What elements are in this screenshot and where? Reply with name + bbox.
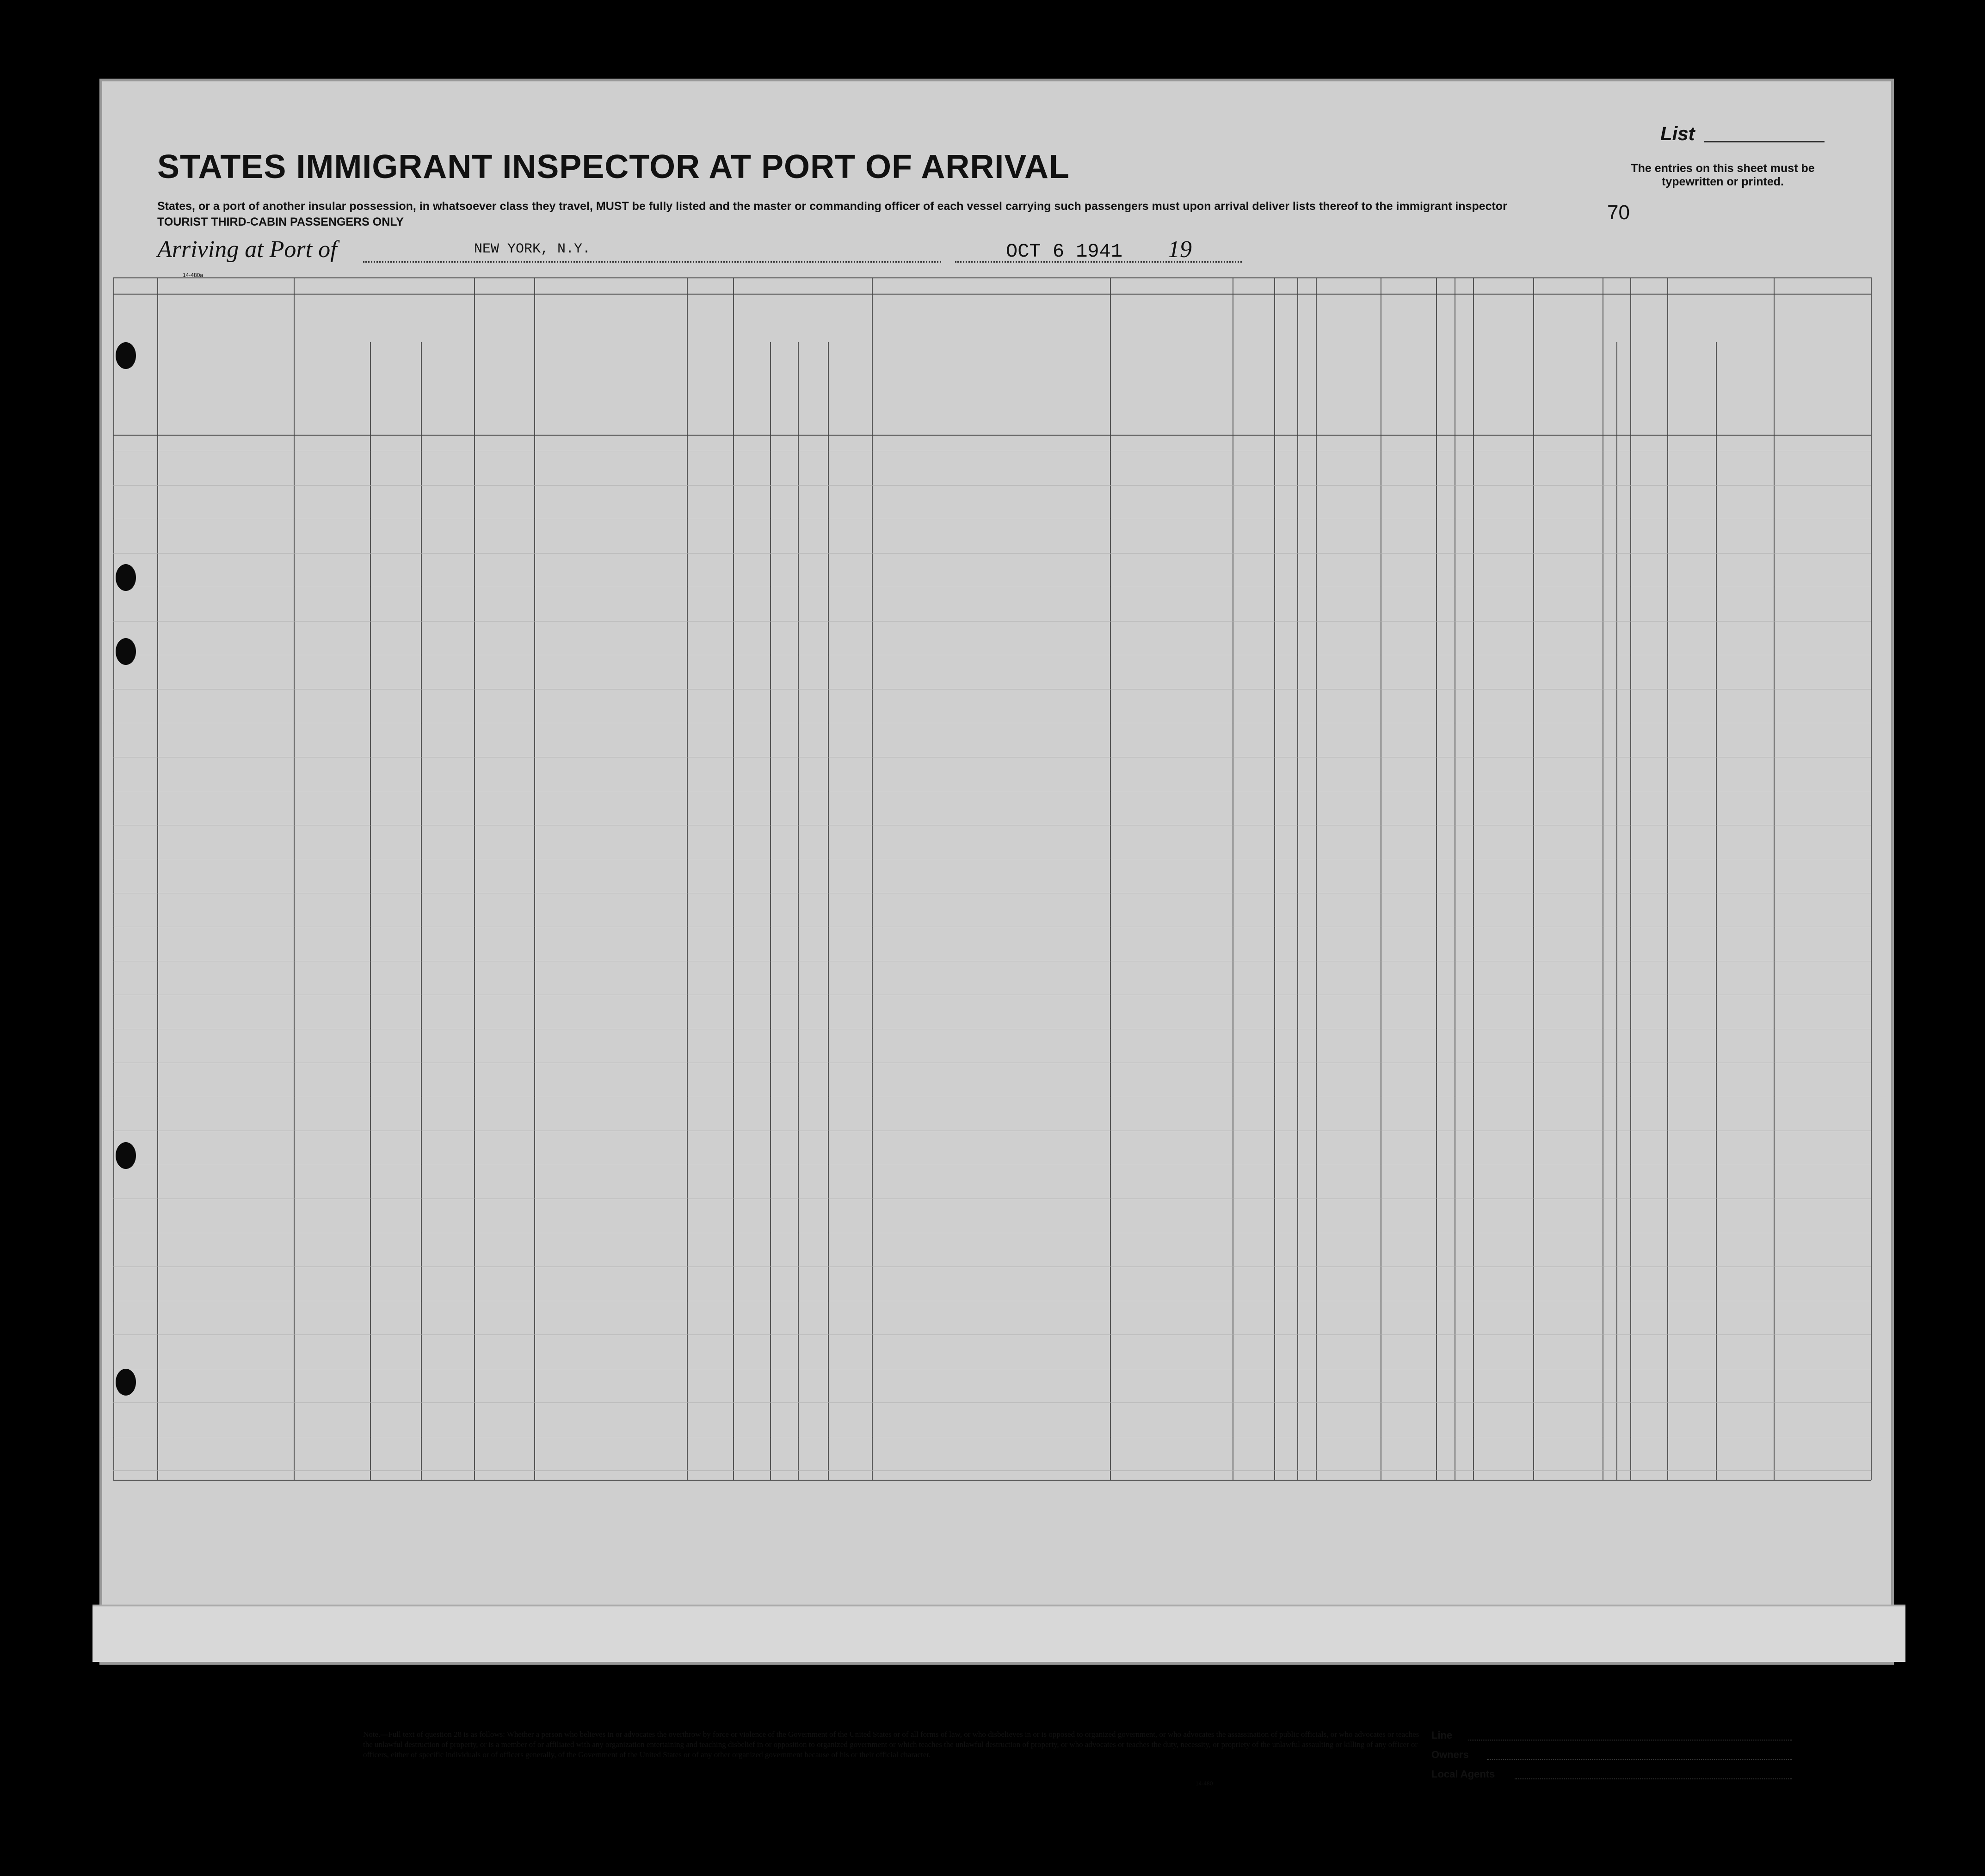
column-rule <box>687 277 688 1480</box>
column-rule <box>872 277 873 1480</box>
column-rule <box>1473 277 1474 1480</box>
form-number: 14-480a <box>183 272 203 278</box>
row-guide <box>113 553 1871 554</box>
column-rule <box>1436 277 1437 1480</box>
row-guide <box>113 1470 1871 1471</box>
sub-rule <box>798 342 799 1480</box>
line-field <box>1468 1740 1792 1741</box>
column-rule <box>1297 277 1298 1480</box>
row-guide <box>113 485 1871 486</box>
class-line: TOURIST THIRD-CABIN PASSENGERS ONLY <box>157 215 404 228</box>
column-rule <box>294 277 295 1480</box>
column-rule <box>1110 277 1111 1480</box>
manifest-sheet <box>99 79 1894 1787</box>
line-label: Line <box>1431 1729 1453 1741</box>
row-guide <box>113 1402 1871 1403</box>
port-line <box>363 261 941 263</box>
arrival-date: OCT 6 1941 <box>1006 240 1123 263</box>
punch-hole <box>116 342 136 369</box>
column-rule <box>1774 277 1775 1480</box>
agents-field <box>1515 1778 1792 1779</box>
sub-rule <box>370 342 371 1480</box>
column-rule <box>157 277 158 1480</box>
instruction-line: States, or a port of another insular possession, in whatsoever class they travel, MUST be fully listed and the master or commanding officer of each vessel carrying such passengers must upon arrival deliver lists thereof to the immigrant inspector <box>157 200 1507 213</box>
column-rule <box>1274 277 1275 1480</box>
sub-rule <box>828 342 829 1480</box>
arriving-label: Arriving at Port of <box>157 236 337 263</box>
punch-hole <box>116 638 136 665</box>
table-bottom-rule <box>113 1480 1871 1481</box>
owners-field <box>1487 1759 1792 1760</box>
punch-hole <box>116 564 136 591</box>
header-bottom-rule <box>113 435 1871 436</box>
column-rule <box>534 277 535 1480</box>
column-rule <box>1316 277 1317 1480</box>
list-number: 70 <box>1607 201 1630 224</box>
port-value: NEW YORK, N.Y. <box>474 241 591 257</box>
page-title: STATES IMMIGRANT INSPECTOR AT PORT OF ARRIVAL <box>157 148 1070 185</box>
column-rule <box>1630 277 1631 1480</box>
punch-hole <box>116 1369 136 1396</box>
footer-form-number: 14-480 <box>1196 1780 1213 1787</box>
manifest-table <box>113 277 1871 1480</box>
sub-rule <box>1716 342 1717 1480</box>
column-rule <box>1871 277 1872 1480</box>
list-line <box>1704 141 1825 142</box>
sub-rule <box>421 342 422 1480</box>
column-rule <box>113 277 114 1480</box>
year-prefix: 19 <box>1168 236 1192 263</box>
header-top-rule <box>113 277 1871 278</box>
underlying-sheet <box>92 1605 1905 1662</box>
column-rule <box>1667 277 1668 1480</box>
footnote: Note.—Full text of question 28 is as follows: Whether a person who believes in or advocates the overthrow by force or violence of the Government of the United States or of all forms of law, or who disbelieves in or is opposed to organized government, or who advocates the assassination of public officials, or who advocates or teaches the unlawful destruction of property, or is a member of or affiliated with any organization entertaining and teaching disbelief in or opposition to organized government or which teaches the unlawful destruction of property, or who advocates or teaches the duty, necessity, or propriety of the unlawful assaulting or killing of any officer or officers, either of specific individuals or of officers generally, of the Government of the United States or of any other organized government because of his or their official character. <box>363 1730 1419 1759</box>
owners-label: Owners <box>1431 1749 1469 1760</box>
list-label: List <box>1660 123 1695 144</box>
column-rule <box>1533 277 1534 1480</box>
entries-note: The entries on this sheet must be typewritten or printed. <box>1631 162 1815 188</box>
header-number-rule <box>113 294 1871 295</box>
sub-rule <box>770 342 771 1480</box>
agents-label: Local Agents <box>1431 1768 1495 1780</box>
column-rule <box>733 277 734 1480</box>
column-rule <box>474 277 475 1480</box>
sub-rule <box>1616 342 1617 1480</box>
punch-hole <box>116 1142 136 1169</box>
